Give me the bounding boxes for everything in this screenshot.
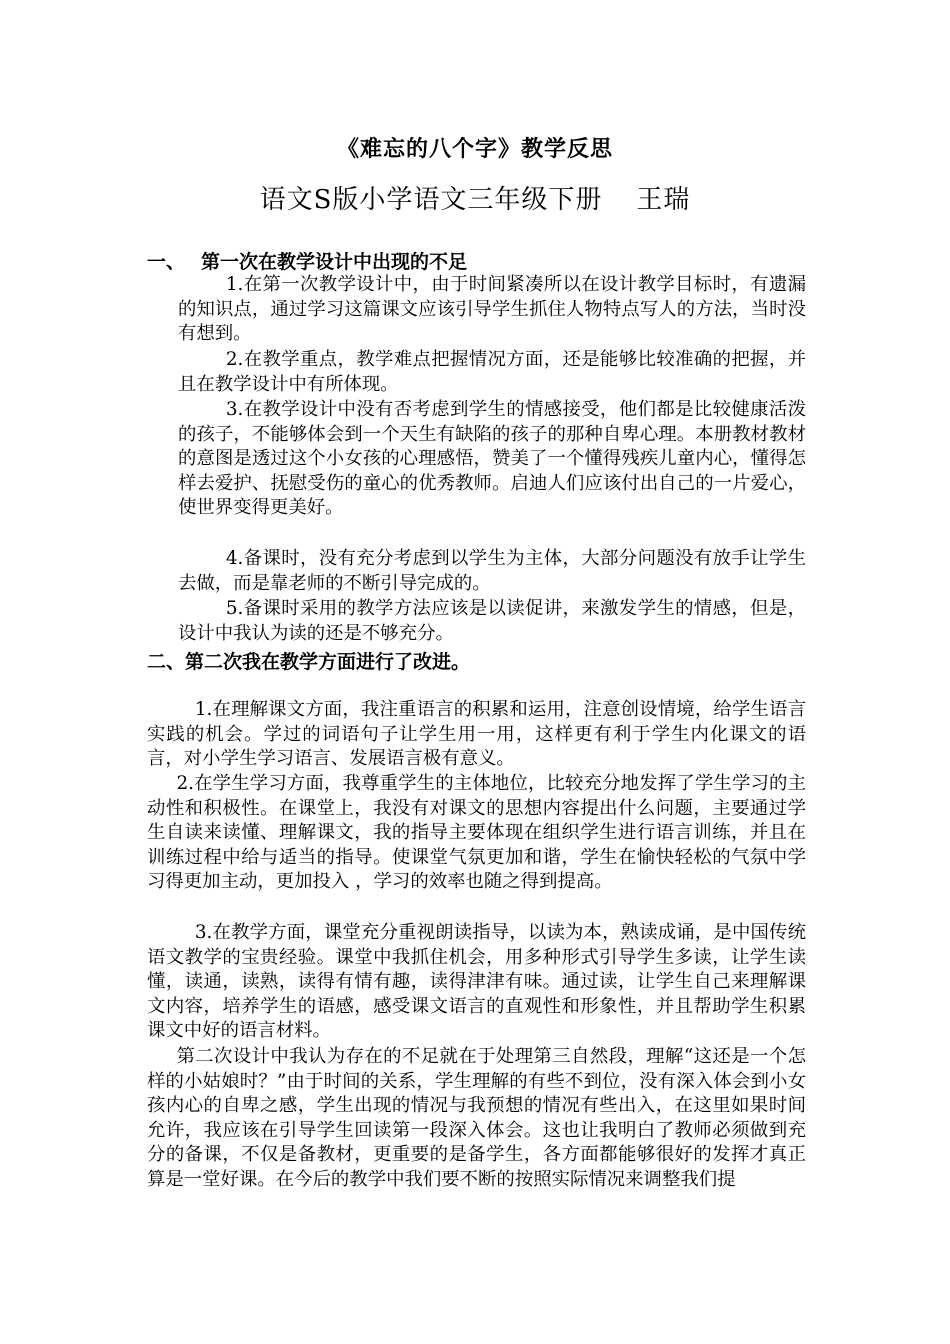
section2-paragraph-3: 3.在教学方面，课堂充分重视朗读指导，以读为本，熟读成诵，是中国传统语文教学的宝贵经验。课堂中我抓住机会，用多种形式引导学生多读，让学生读懂，读通，读熟，读得有情有趣，读得津津有味。通过读，让学生自己来理解课文内容，培养学生的语感，感受课文语言的直观性和形象性，并且帮助学生积累课文中好的语言材料。 <box>147 922 806 1042</box>
subtitle-author: 王瑞 <box>636 185 691 215</box>
section2-heading: 二、第二次我在教学方面进行了改进。 <box>147 651 471 673</box>
section2-paragraph-1: 1.在理解课文方面，我注重语言的积累和运用，注意创设情境，给学生语言实践的机会。学过的词语句子让学生用一用，这样更有利于学生内化课文的语言，对小学生学习语言、发展语言极有意义。 <box>147 699 806 770</box>
section1-paragraph-2: 2.在教学重点，教学难点把握情况方面，还是能够比较准确的把握，并且在教学设计中有所体现。 <box>178 349 806 395</box>
section1-paragraph-5: 5.备课时采用的教学方法应该是以读促讲，来激发学生的情感，但是，设计中我认为读的还是不够充分。 <box>178 598 806 644</box>
section1-heading-text: 第一次在教学设计中出现的不足 <box>201 251 468 273</box>
section1-number: 一、 <box>147 251 186 273</box>
section1-heading <box>147 250 467 274</box>
section1-paragraph-4: 4.备课时，没有充分考虑到以学生为主体，大部分问题没有放手让学生去做，而是靠老师的不断引导完成的。 <box>178 548 806 594</box>
section2-paragraph-4: 第二次设计中我认为存在的不足就在于处理第三自然段，理解“这还是一个怎样的小姑娘时？”由于时间的关系，学生理解的有些不到位，没有深入体会到小女孩内心的自卑之感，学生出现的情况与我预想的情况有些出入，在这里如果时间允许，我应该在引导学生回读第一段深入体会。这也让我明白了教师必须做到充分的备课，不仅是备教材，更重要的是备学生，各方面都能够很好的发挥才真正算是一堂好课。在今后的教学中我们要不断的按照实际情况来调整我们提 <box>147 1046 806 1190</box>
section1-paragraph-3: 3.在教学设计中没有否考虑到学生的情感接受，他们都是比较健康活泼的孩子，不能够体会到一个天生有缺陷的孩子的那种自卑心理。本册教材教材的意图是透过这个小女孩的心理感悟，赞美了一个懂得残疾儿童内心，懂得怎样去爱护、抚慰受伤的童心的优秀教师。启迪人们应该付出自己的一片爱心，使世界变得更美好。 <box>178 399 806 519</box>
document-title: 《难忘的八个字》教学反思 <box>336 137 613 162</box>
section2-paragraph-2: 2.在学生学习方面，我尊重学生的主体地位，比较充分地发挥了学生学习的主动性和积极性。在课堂上，我没有对课文的思想内容提出什么问题，主要通过学生自读来读懂、理解课文，我的指导主要体现在组织学生进行语言训练，并且在训练过程中给与适当的指导。使课堂气氛更加和谐，学生在愉快轻松的气氛中学习得更加主动，更加投入 ，学习的效率也随之得到提高。 <box>147 773 806 893</box>
section1-paragraph-1: 1.在第一次教学设计中，由于时间紧凑所以在设计教学目标时，有遗漏的知识点，通过学习这篇课文应该引导学生抓住人物特点写人的方法，当时没有想到。 <box>178 274 806 345</box>
document-subtitle <box>0 183 950 217</box>
subtitle-course: 语文S版小学语文三年级下册 <box>259 185 603 215</box>
